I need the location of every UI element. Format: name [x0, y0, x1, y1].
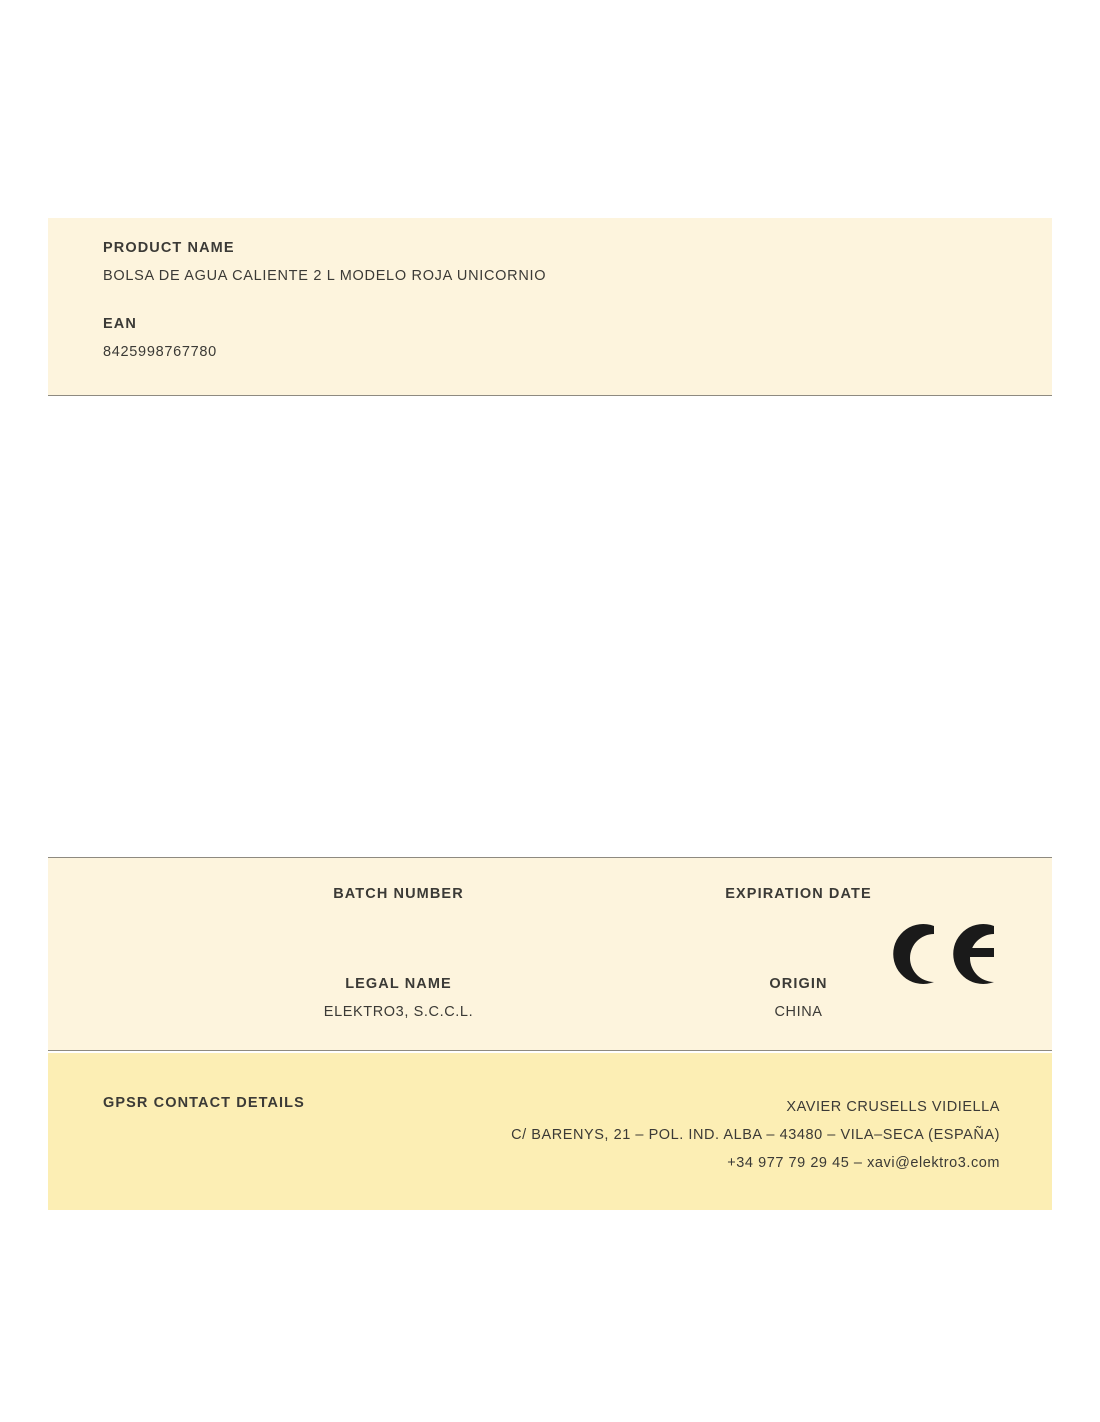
- batch-number-label: BATCH NUMBER: [333, 886, 464, 902]
- gpsr-contact-block: [48, 1053, 1052, 1210]
- expiration-date-label: EXPIRATION DATE: [725, 886, 872, 902]
- batch-legal-block: [48, 857, 1052, 1051]
- ean-value: 8425998767780: [103, 344, 217, 360]
- ean-label: EAN: [103, 316, 137, 332]
- legal-name-cell: [226, 976, 571, 1020]
- gpsr-contact-lines: [511, 1093, 1000, 1177]
- product-info-inner: [48, 240, 1052, 360]
- origin-value: CHINA: [774, 1004, 823, 1020]
- product-name-label: PRODUCT NAME: [103, 240, 235, 256]
- gpsr-contact-name: XAVIER CRUSELLS VIDIELLA: [786, 1099, 1000, 1115]
- product-name-value: BOLSA DE AGUA CALIENTE 2 L MODELO ROJA UNICORNIO: [103, 268, 547, 284]
- batch-number-cell: [226, 886, 571, 914]
- batch-legal-grid: [48, 858, 1052, 1050]
- origin-label: ORIGIN: [769, 976, 828, 992]
- legal-name-value: ELEKTRO3, S.C.C.L.: [323, 1004, 474, 1020]
- gpsr-contact-address: C/ BARENYS, 21 – POL. IND. ALBA – 43480 – VILA–SECA (ESPAÑA): [511, 1127, 1000, 1143]
- spacer: [103, 284, 1052, 316]
- expiration-date-cell: [626, 886, 971, 914]
- legal-name-label: LEGAL NAME: [345, 976, 452, 992]
- ce-marking-icon: [890, 920, 1000, 988]
- product-info-block: [48, 218, 1052, 396]
- gpsr-contact-phone-email: +34 977 79 29 45 – xavi@elektro3.com: [727, 1155, 1000, 1171]
- spacer: [103, 332, 1052, 344]
- spacer: [103, 256, 1052, 268]
- gpsr-contact-label: GPSR CONTACT DETAILS: [103, 1095, 305, 1111]
